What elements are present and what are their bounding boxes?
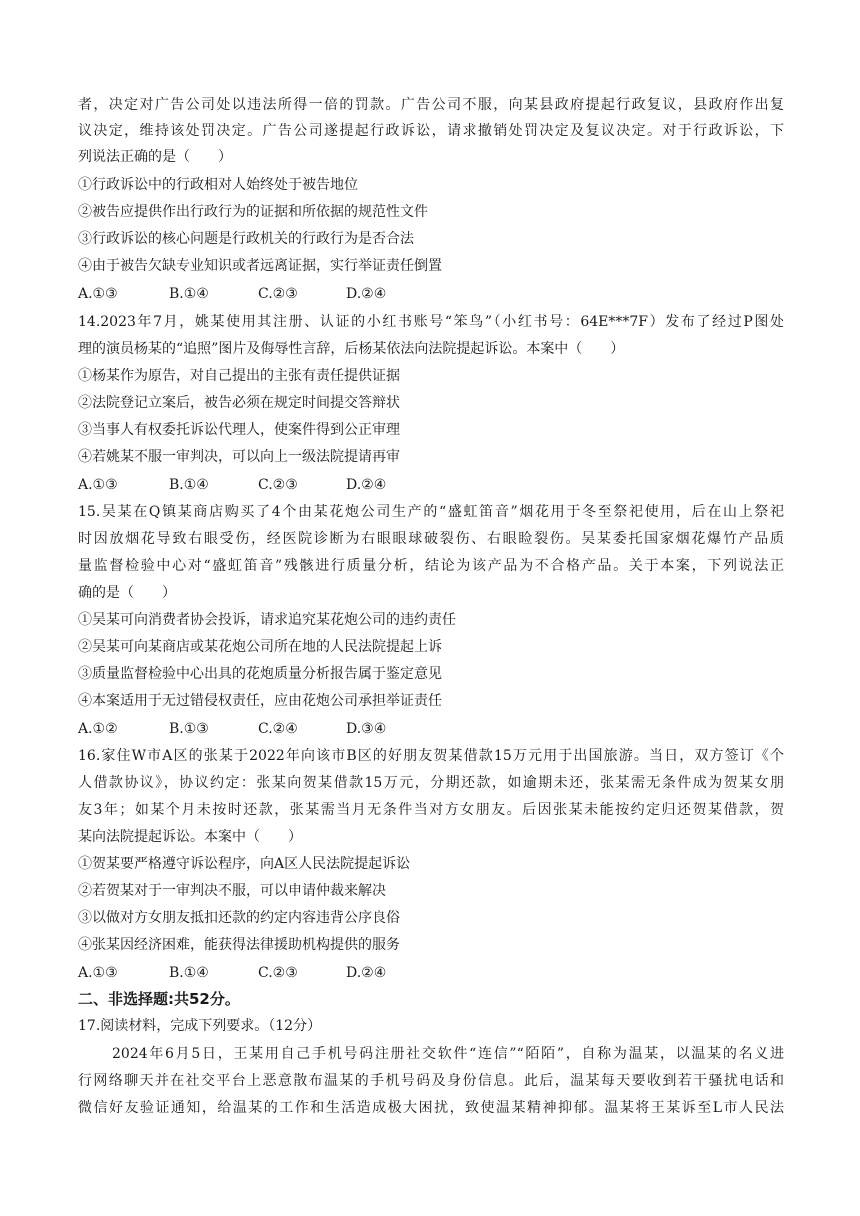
q14-item-2: ②法院登记立案后，被告必须在规定时间提交答辩状 [78,395,400,411]
q17-prompt: 17.阅读材料，完成下列要求。（12分） [78,1018,322,1034]
q16-item-4: ④张某因经济困难，能获得法律援助机构提供的服务 [78,937,400,953]
q16-option-a: A.①③ [78,965,118,981]
q13-item-1: ①行政诉讼中的行政相对人始终处于被告地位 [78,177,358,193]
q13-stem-line-3: 列说法正确的是（ ） [78,149,232,165]
q14-option-c: C.②③ [258,477,298,493]
q16-stem-line-4: 某向法院提起诉讼。本案中（ ） [78,829,302,845]
q15-stem-line-2: 时因放烟花导致右眼受伤，经医院诊断为右眼眼球破裂伤、右眼睑裂伤。吴某委托国家烟花爆竹产品质 [78,531,784,547]
q14-item-4: ④若姚某不服一审判决，可以向上一级法院提请再审 [78,449,400,465]
q13-option-a: A.①③ [78,286,118,302]
q16-stem-line-1: 16.家住W市A区的张某于2022年向该市B区的好朋友贺某借款15万元用于出国旅游。当日，双方签订《个 [78,748,784,764]
q15-option-d: D.③④ [346,721,387,737]
q16-option-c: C.②③ [258,965,298,981]
q16-stem-line-2: 人借款协议》，协议约定：张某向贺某借款15万元，分期还款，如逾期未还，张某需无条件成为贺某女朋 [78,775,784,791]
q13-stem-line-2: 议决定，维持该处罚决定。广告公司遂提起行政诉讼，请求撤销处罚决定及复议决定。对于行政诉讼，下 [78,123,784,139]
q16-option-b: B.①④ [169,965,209,981]
q16-item-1: ①贺某要严格遵守诉讼程序，向A区人民法院提起诉讼 [78,856,411,872]
q13-option-d: D.②④ [346,286,387,302]
q14-stem-line-1: 14.2023年7月，姚某使用其注册、认证的小红书账号“笨鸟”（小红书号：64E***7F）发布了经过P图处 [78,314,784,330]
q15-item-1: ①吴某可向消费者协会投诉，请求追究某花炮公司的违约责任 [78,612,456,628]
q15-item-2: ②吴某可向某商店或某花炮公司所在地的人民法院提起上诉 [78,639,442,655]
q16-item-3: ③以做对方女朋友抵扣还款的约定内容违背公序良俗 [78,910,400,926]
q14-option-a: A.①③ [78,477,118,493]
q13-option-c: C.②③ [258,286,298,302]
q15-item-4: ④本案适用于无过错侵权责任，应由花炮公司承担举证责任 [78,693,442,709]
q15-stem-line-3: 量监督检验中心对“盛虹笛音”残骸进行质量分析，结论为该产品为不合格产品。关于本案，下列说法正 [78,558,784,574]
q14-stem-line-2: 理的演员杨某的“追照”图片及侮辱性言辞，后杨某依法向法院提起诉讼。本案中（ ） [78,341,625,357]
q14-item-1: ①杨某作为原告，对自己提出的主张有责任提供证据 [78,368,400,384]
q13-item-4: ④由于被告欠缺专业知识或者远离证据，实行举证责任倒置 [78,258,442,274]
q14-option-d: D.②④ [346,477,387,493]
q15-item-3: ③质量监督检验中心出具的花炮质量分析报告属于鉴定意见 [78,666,442,682]
q16-option-d: D.②④ [346,965,387,981]
q15-option-c: C.②④ [258,721,298,737]
q13-stem-line-1: 者，决定对广告公司处以违法所得一倍的罚款。广告公司不服，向某县政府提起行政复议，县政府作出复 [78,97,784,113]
q13-option-b: B.①④ [169,286,209,302]
q14-option-b: B.①④ [169,477,209,493]
q17-material-line-3: 微信好友验证通知，给温某的工作和生活造成极大困扰，致使温某精神抑郁。温某将王某诉至L市人民法 [78,1100,784,1116]
q15-option-a: A.①② [78,721,118,737]
q13-item-3: ③行政诉讼的核心问题是行政机关的行政行为是否合法 [78,231,414,247]
q16-item-2: ②若贺某对于一审判决不服，可以申请仲裁来解决 [78,883,386,899]
q17-material-line-1: 2024年6月5日，王某用自己手机号码注册社交软件“连信”“陌陌”，自称为温某，以温某的名义进 [112,1046,784,1062]
q16-stem-line-3: 友3年；如某个月未按时还款，张某需当月无条件当对方女朋友。后因张某未能按约定归还贺某借款，贺 [78,802,784,818]
q15-stem-line-4: 确的是（ ） [78,585,176,601]
q13-item-2: ②被告应提供作出行政行为的证据和所依据的规范性文件 [78,204,428,220]
section-heading: 二、非选择题:共52分。 [78,990,240,1008]
q15-option-b: B.①③ [169,721,209,737]
q15-stem-line-1: 15.吴某在Q镇某商店购买了4个由某花炮公司生产的“盛虹笛音”烟花用于冬至祭祀使用，后在山上祭祀 [78,504,784,520]
q14-item-3: ③当事人有权委托诉讼代理人，使案件得到公正审理 [78,422,400,438]
q17-material-line-2: 行网络聊天并在社交平台上恶意散布温某的手机号码及身份信息。此后，温某每天要收到若干骚扰电话和 [78,1073,784,1089]
